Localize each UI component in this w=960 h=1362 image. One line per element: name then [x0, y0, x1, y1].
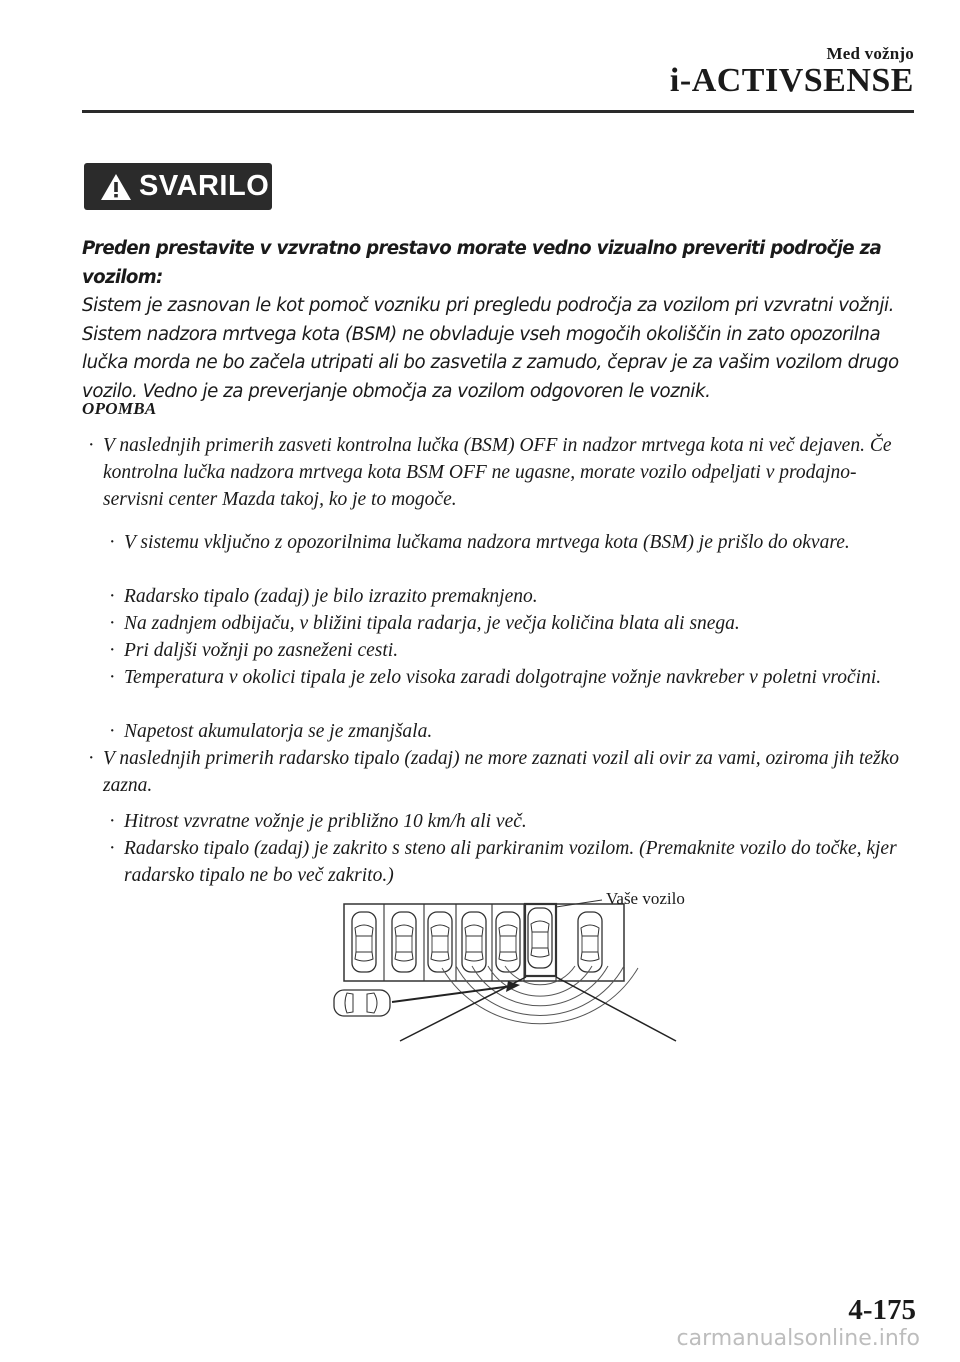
approaching-car — [334, 990, 390, 1016]
parked-car — [496, 912, 520, 972]
warning-label: SVARILO — [139, 170, 270, 202]
note-sub-item — [109, 808, 924, 835]
warning-triangle-icon — [100, 173, 132, 201]
note-heading: OPOMBA — [82, 399, 157, 418]
bullet: · — [88, 435, 95, 456]
bullet: · — [109, 613, 116, 634]
parked-car — [428, 912, 452, 972]
parked-car — [352, 912, 376, 972]
page-title: i-ACTIVSENSE — [669, 62, 914, 99]
note-sub-item-text: Temperatura v okolici tipala je zelo visoka zaradi dolgotrajne vožnje navkreber v poletni vročini. — [124, 667, 882, 688]
note-item-text: V naslednjih primerih radarsko tipalo (zadaj) ne more zaznati vozil ali ovir za vami, oziroma jih težko zazna. — [103, 748, 900, 796]
note-sub-item-text: Radarsko tipalo (zadaj) je bilo izrazito premaknjeno. — [124, 586, 538, 607]
bullet: · — [88, 748, 95, 769]
warning-badge — [84, 163, 272, 210]
parked-car — [578, 912, 602, 972]
figure-caption: Vaše vozilo — [606, 889, 685, 908]
bullet: · — [109, 838, 116, 859]
warning-text — [82, 235, 922, 407]
bullet: · — [109, 721, 116, 742]
own-car — [528, 908, 552, 968]
note-sub-item-text: V sistemu vključno z opozorilnima lučkama nadzora mrtvega kota (BSM) je prišlo do okvare. — [124, 532, 850, 553]
bullet: · — [109, 667, 116, 688]
section-label: Med vožnjo — [826, 44, 914, 63]
note-sub-item-text: Pri daljši vožnji po zasneženi cesti. — [124, 640, 399, 661]
bullet: · — [109, 586, 116, 607]
detection-line-left — [400, 977, 526, 1041]
note-sub-item-text: Napetost akumulatorja se je zmanjšala. — [124, 721, 433, 742]
warning-lead: Preden prestavite v vzvratno prestavo morate vedno vizualno preveriti področje za vozilom: — [82, 238, 882, 288]
note-item — [88, 745, 913, 799]
bullet: · — [109, 811, 116, 832]
parked-car — [462, 912, 486, 972]
note-sub-item — [109, 529, 924, 556]
note-sub-item — [109, 664, 924, 691]
note-sub-item — [109, 610, 924, 637]
page-number: 4-175 — [848, 1294, 916, 1326]
note-item — [88, 432, 913, 513]
header-rule — [82, 110, 914, 113]
note-sub-item — [109, 637, 924, 664]
note-sub-item-text: Radarsko tipalo (zadaj) je zakrito s steno ali parkiranim vozilom. (Premaknite vozilo do točke, kjer radarsko tipalo ne bo več zakrito.) — [124, 838, 897, 886]
note-sub-item-text: Hitrost vzvratne vožnje je približno 10 km/h ali več. — [124, 811, 527, 832]
warning-body: Sistem je zasnovan le kot pomoč vozniku pri pregledu področja za vozilom pri vzvratni vožnji. Sistem nadzora mrtvega kota (BSM) ne obvladuje vseh mogočih okoliščin in zato opozorilna lučka morda ne bo začela utripati ali bo zasvetila z zamudo, čeprav je za vašim vozilom drugo vozilo. Vedno je za preverjanje območja za vozilom odgovoren le voznik. — [82, 295, 899, 402]
note-sub-item — [109, 718, 924, 745]
note-sub-item-text: Na zadnjem odbijaču, v bližini tipala radarja, je večja količina blata ali snega. — [124, 613, 740, 634]
note-sub-item — [109, 583, 924, 610]
note-item-text: V naslednjih primerih zasveti kontrolna lučka (BSM) OFF in nadzor mrtvega kota ni več dejaven. Če kontrolna lučka nadzora mrtvega kota BSM OFF ne ugasne, morate vozilo odpeljati v prodajno-servisni center Mazda takoj, ko je to mogoče. — [103, 435, 892, 510]
bullet: · — [109, 640, 116, 661]
watermark: carmanualsonline.info — [676, 1326, 920, 1351]
parked-car — [392, 912, 416, 972]
bullet: · — [109, 532, 116, 553]
